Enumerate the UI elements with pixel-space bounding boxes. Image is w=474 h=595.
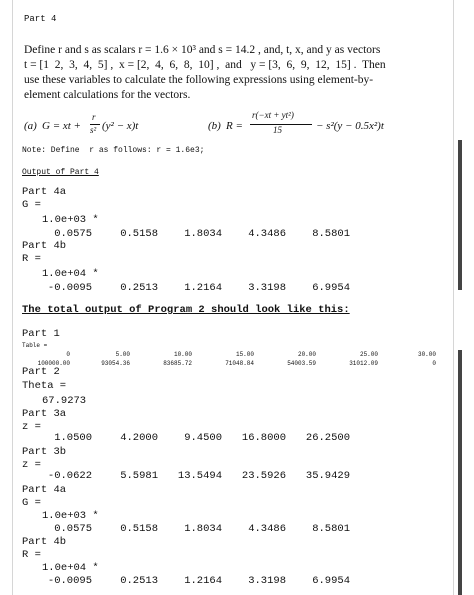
value-cell: 4.2000 [120,432,158,444]
note-text: Note: Define r as follows: r = 1.6e3; [22,146,205,155]
value-cell: 23.5926 [241,470,286,482]
table-cell: 93054.36 [101,360,130,367]
equation-a-post: (y² − x)t [102,120,139,132]
value-cell: 0.2513 [120,575,158,587]
intro-line-1: Define r and s as scalars r = 1.6 × 10³ and s = 14.2 , and, t, x, and y as vectors [24,44,381,56]
block-b-scale: 1.0e+04 * [42,268,99,280]
value-cell: 1.2164 [184,575,222,587]
value-cell: 9.4500 [184,432,222,444]
table-cell: 71048.84 [225,360,254,367]
equation-b-pre: R = [226,120,243,132]
value-cell: 1.2164 [184,282,222,294]
table-cell: 15.00 [235,351,254,358]
intro-line-4: element calculations for the vectors. [24,89,191,101]
equation-b-label: (b) [208,120,221,132]
part4b-title: Part 4b [22,536,67,548]
equation-a-denominator: s² [90,125,97,135]
intro-line-3: use these variables to calculate the following expressions using element-by- [24,74,374,86]
table-cell: 25.00 [359,351,378,358]
output-heading: Output of Part 4 [22,168,99,177]
part3b-var: z = [22,459,41,471]
value-cell: 3.3198 [248,282,286,294]
block-b-title: Part 4b [22,240,67,252]
part4a-var: G = [22,497,41,509]
block-a-scale: 1.0e+03 * [42,214,99,226]
equation-b-numerator: r(−xt + yt²) [252,110,294,120]
value-cell: 5.5981 [120,470,158,482]
value-cell: 0.5158 [120,228,158,240]
part4a-title: Part 4a [22,484,67,496]
part4a-scale: 1.0e+03 * [42,510,99,522]
value-cell: -0.0622 [47,470,92,482]
intro-line-2: t = [1 2, 3, 4, 5] , x = [2, 4, 6, 8, 10] , and y = [3, 6, 9, 12, 15] . Then [24,59,386,71]
part4b-scale: 1.0e+04 * [42,562,99,574]
value-cell: 4.3486 [248,228,286,240]
total-output-heading: The total output of Program 2 should look like this: [22,304,350,316]
block-a-title: Part 4a [22,186,67,198]
value-cell: 6.9954 [312,575,350,587]
value-cell: 4.3486 [248,523,286,535]
value-cell: 6.9954 [312,282,350,294]
equation-b-post: − s²(y − 0.5x²)t [316,120,384,132]
value-cell: 3.3198 [248,575,286,587]
part3b-title: Part 3b [22,446,67,458]
value-cell: 35.9429 [305,470,350,482]
part1-table-label: Table = [22,342,48,349]
table-cell: 0 [66,351,70,358]
part-heading: Part 4 [24,14,57,24]
value-cell: 16.8000 [241,432,286,444]
value-cell: 0.0575 [54,523,92,535]
table-cell: 100000.00 [37,360,70,367]
table-cell: 20.00 [297,351,316,358]
equation-b-denominator: 15 [273,125,282,135]
right-edge-bar [458,140,462,290]
table-cell: 30.00 [417,351,436,358]
part2-var: Theta = [22,380,67,392]
part1-title: Part 1 [22,328,60,340]
value-cell: 1.0500 [54,432,92,444]
value-cell: 13.5494 [177,470,222,482]
value-cell: -0.0095 [47,575,92,587]
part3a-var: z = [22,421,41,433]
table-cell: 5.00 [115,351,130,358]
equation-a-pre: G = xt + [42,120,81,132]
value-cell: 8.5801 [312,523,350,535]
part2-value: 67.9273 [42,395,87,407]
equation-a-label: (a) [24,120,37,132]
table-cell: 54003.59 [287,360,316,367]
block-a-var: G = [22,199,41,211]
value-cell: 1.8034 [184,523,222,535]
table-cell: 10.00 [173,351,192,358]
table-cell: 83685.72 [163,360,192,367]
value-cell: 1.8034 [184,228,222,240]
part4b-var: R = [22,549,41,561]
value-cell: 8.5801 [312,228,350,240]
value-cell: -0.0095 [47,282,92,294]
value-cell: 26.2500 [305,432,350,444]
value-cell: 0.2513 [120,282,158,294]
right-edge-bar-lower [458,350,462,595]
part2-title: Part 2 [22,366,60,378]
block-b-var: R = [22,253,41,265]
table-cell: 0 [432,360,436,367]
value-cell: 0.0575 [54,228,92,240]
part3a-title: Part 3a [22,408,67,420]
table-cell: 31012.09 [349,360,378,367]
equation-a-numerator: r [92,112,96,122]
value-cell: 0.5158 [120,523,158,535]
